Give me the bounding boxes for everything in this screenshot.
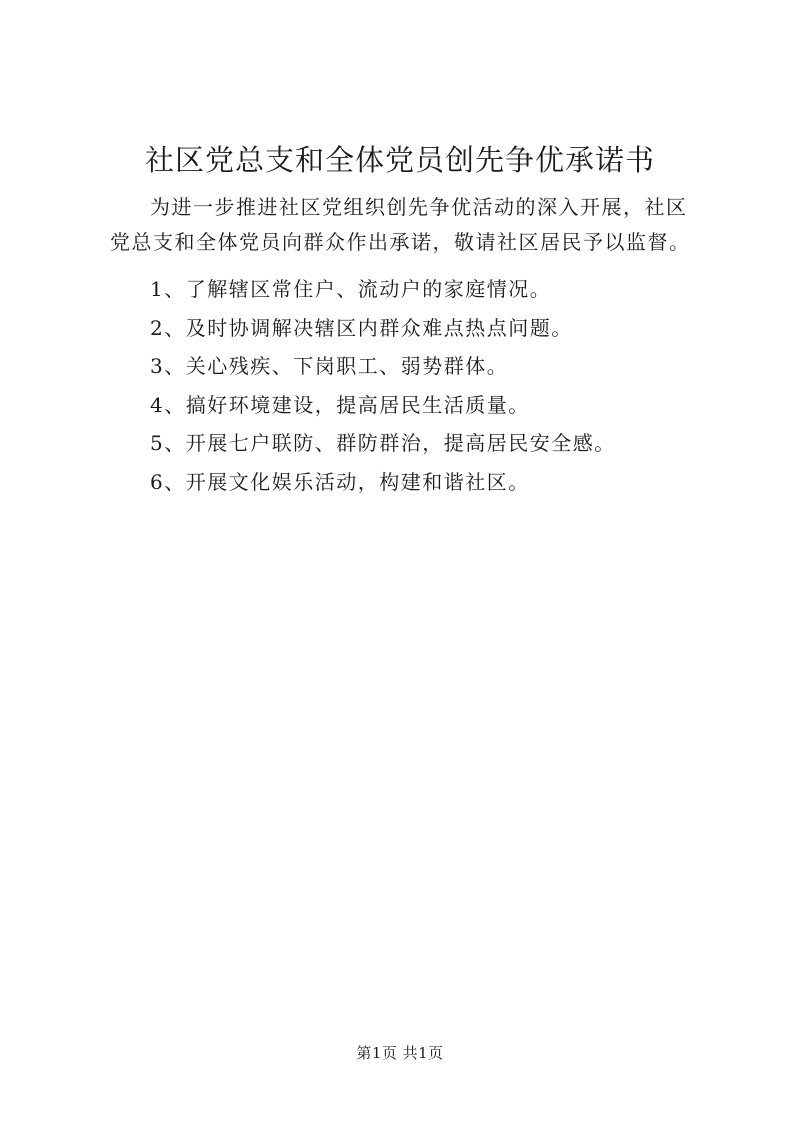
commitment-item: 1、了解辖区常住户、流动户的家庭情况。 — [150, 277, 552, 301]
commitment-item: 3、关心残疾、下岗职工、弱势群体。 — [150, 354, 509, 379]
document-title: 社区党总支和全体党员创先争优承诺书 — [144, 143, 655, 177]
commitment-list — [110, 270, 700, 502]
commitment-item: 6、开展文化娱乐活动，构建和谐社区。 — [150, 469, 530, 494]
commitment-item: 5、开展七户联防、群防群治，提高居民安全感。 — [150, 431, 616, 456]
document-body — [110, 190, 700, 260]
page-number-footer: 第1页 共1页 — [356, 1044, 444, 1062]
commitment-item: 2、及时协调解决辖区内群众难点热点问题。 — [150, 315, 573, 340]
intro-paragraph: 为进一步推进社区党组织创先争优活动的深入开展，社区党总支和全体党员向群众作出承诺，敬请社区居民予以监督。 — [110, 195, 691, 254]
commitment-item: 4、搞好环境建设，提高居民生活质量。 — [150, 392, 530, 417]
